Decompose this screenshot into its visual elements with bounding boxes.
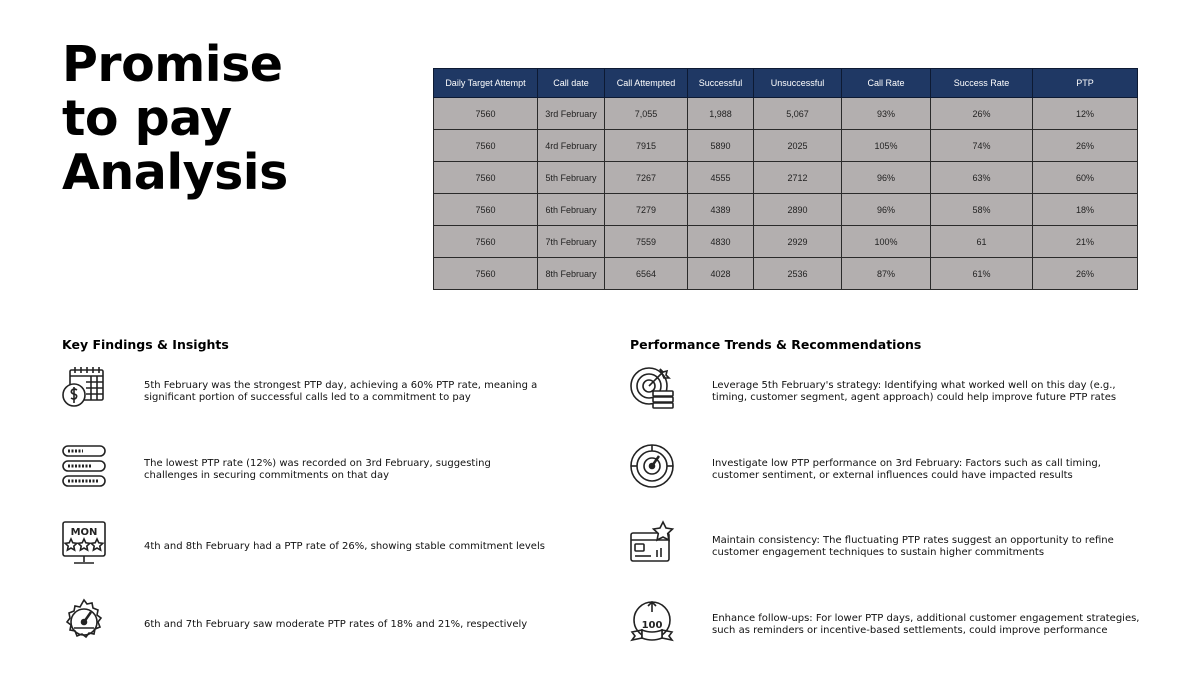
table-row xyxy=(434,98,1138,130)
col-call-rate: Call Rate xyxy=(842,69,931,98)
table-header-row xyxy=(434,69,1138,98)
recommendation-text-2: Investigate low PTP performance on 3rd February: Factors such as call timing, customer sentiment, or external influences could have impacted results xyxy=(712,458,1101,481)
table-cell: 87% xyxy=(842,258,931,290)
table-cell: 26% xyxy=(931,98,1033,130)
table-cell: 3rd February xyxy=(538,98,605,130)
page-title xyxy=(62,38,362,200)
col-success-rate: Success Rate xyxy=(931,69,1033,98)
target-icon xyxy=(629,365,675,411)
table-cell: 21% xyxy=(1033,226,1138,258)
table-cell: 18% xyxy=(1033,194,1138,226)
table-cell: 7560 xyxy=(434,130,538,162)
finding-text-1: 5th February was the strongest PTP day, achieving a 60% PTP rate, meaning a significant portion of successful calls led to a commitment to pay xyxy=(144,380,538,403)
table-row xyxy=(434,226,1138,258)
table-cell: 7560 xyxy=(434,98,538,130)
table-cell: 7,055 xyxy=(605,98,688,130)
table-cell: 7267 xyxy=(605,162,688,194)
table-cell: 26% xyxy=(1033,130,1138,162)
table-cell: 4389 xyxy=(688,194,754,226)
col-call-date: Call date xyxy=(538,69,605,98)
table-cell: 4555 xyxy=(688,162,754,194)
table-cell: 61 xyxy=(931,226,1033,258)
table-cell: 7560 xyxy=(434,194,538,226)
col-call-attempted: Call Attempted xyxy=(605,69,688,98)
table-cell: 2536 xyxy=(754,258,842,290)
table-row xyxy=(434,194,1138,226)
table-cell: 58% xyxy=(931,194,1033,226)
table-cell: 7915 xyxy=(605,130,688,162)
finding-text-4: 6th and 7th February saw moderate PTP rates of 18% and 21%, respectively xyxy=(144,619,528,630)
table-cell: 26% xyxy=(1033,258,1138,290)
table-cell: 93% xyxy=(842,98,931,130)
table-cell: 63% xyxy=(931,162,1033,194)
col-daily-target: Daily Target Attempt xyxy=(434,69,538,98)
gauge-gear-icon xyxy=(61,598,107,644)
table-row xyxy=(434,162,1138,194)
recommendation-text-1: Leverage 5th February's strategy: Identifying what worked well on this day (e.g., timing, customer segment, agent approach) could help improve future PTP rates xyxy=(712,380,1117,403)
table-cell: 7560 xyxy=(434,226,538,258)
table-cell: 7560 xyxy=(434,162,538,194)
table-cell: 96% xyxy=(842,194,931,226)
table-cell: 1,988 xyxy=(688,98,754,130)
recommendations-title: Performance Trends & Recommendations xyxy=(630,337,922,352)
table-cell: 5,067 xyxy=(754,98,842,130)
table-cell: 105% xyxy=(842,130,931,162)
table-row xyxy=(434,258,1138,290)
table-cell: 2929 xyxy=(754,226,842,258)
table-cell: 60% xyxy=(1033,162,1138,194)
card-star-icon xyxy=(629,520,675,566)
monitor-label: MON xyxy=(70,527,98,538)
table-cell: 96% xyxy=(842,162,931,194)
table-cell: 2890 xyxy=(754,194,842,226)
table-cell: 4830 xyxy=(688,226,754,258)
table-cell: 74% xyxy=(931,130,1033,162)
table-cell: 5th February xyxy=(538,162,605,194)
table-cell: 5890 xyxy=(688,130,754,162)
col-unsuccessful: Unsuccessful xyxy=(754,69,842,98)
table-row xyxy=(434,130,1138,162)
table-cell: 4rd February xyxy=(538,130,605,162)
table-cell: 4028 xyxy=(688,258,754,290)
recommendation-text-3: Maintain consistency: The fluctuating PTP rates suggest an opportunity to refine customer engagement techniques to sustain higher commitments xyxy=(712,535,1114,558)
findings-title: Key Findings & Insights xyxy=(62,337,229,352)
speedometer-icon xyxy=(629,443,675,489)
title-line-2: to pay xyxy=(62,90,232,147)
table-cell: 7560 xyxy=(434,258,538,290)
table-cell: 7279 xyxy=(605,194,688,226)
badge-100-icon xyxy=(629,598,675,644)
table-cell: 6564 xyxy=(605,258,688,290)
table-cell: 8th February xyxy=(538,258,605,290)
col-successful: Successful xyxy=(688,69,754,98)
col-ptp: PTP xyxy=(1033,69,1138,98)
title-line-3: Analysis xyxy=(62,144,288,201)
table-cell: 6th February xyxy=(538,194,605,226)
title-line-1: Promise xyxy=(62,36,283,93)
calendar-dollar-icon xyxy=(61,365,107,411)
table-cell: 7559 xyxy=(605,226,688,258)
monitor-rating-icon xyxy=(61,520,107,566)
table-cell: 2025 xyxy=(754,130,842,162)
table-cell: 2712 xyxy=(754,162,842,194)
table-cell: 61% xyxy=(931,258,1033,290)
recommendation-text-4: Enhance follow-ups: For lower PTP days, additional customer engagement strategies, such as reminders or incentive-based settlements, could improve performance xyxy=(712,613,1140,636)
table-cell: 12% xyxy=(1033,98,1138,130)
table-cell: 7th February xyxy=(538,226,605,258)
finding-text-2: The lowest PTP rate (12%) was recorded on 3rd February, suggesting challenges in securing commitments on that day xyxy=(144,458,491,481)
progress-bars-icon xyxy=(61,443,107,489)
badge-label: 100 xyxy=(641,620,663,631)
finding-text-3: 4th and 8th February had a PTP rate of 26%, showing stable commitment levels xyxy=(144,541,545,552)
ptp-table xyxy=(433,68,1138,290)
table-cell: 100% xyxy=(842,226,931,258)
